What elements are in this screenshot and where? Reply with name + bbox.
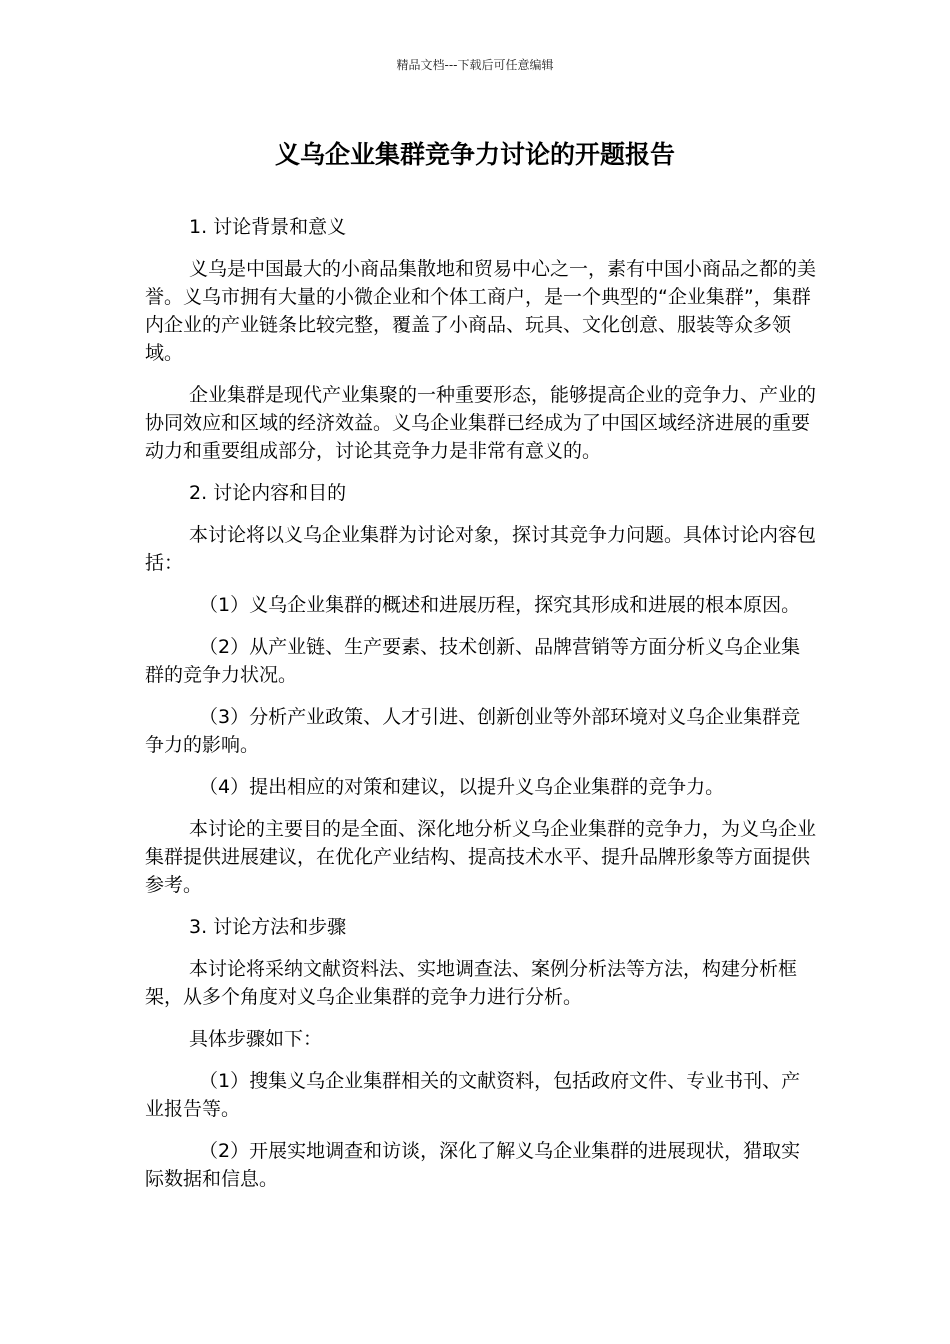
section-2-item-3: （3）分析产业政策、人才引进、创新创业等外部环境对义乌企业集群竞争力的影响。 [145,706,801,756]
section-1-paragraph-1: 义乌是中国最大的小商品集散地和贸易中心之一，素有中国小商品之都的美誉。义乌市拥有大量的小微企业和个体工商户，是一个典型的“企业集群”，集群内企业的产业链条比较完整，覆盖了小商品、玩具、文化创意、服装等众多领域。 [145,258,817,364]
document-title: 义乌企业集群竞争力讨论的开题报告 [274,140,675,169]
section-3-step-1: （1）搜集义乌企业集群相关的文献资料，包括政府文件、专业书刊、产业报告等。 [145,1070,801,1120]
section-heading-3: 3. 讨论方法和步骤 [189,916,347,938]
section-2-item-1: （1）义乌企业集群的概述和进展历程，探究其形成和进展的根本原因。 [199,594,801,616]
page-header-note: 精品文档---下载后可任意编辑 [396,58,554,72]
section-heading-1: 1. 讨论背景和意义 [189,216,347,238]
section-1-paragraph-2: 企业集群是现代产业集聚的一种重要形态，能够提高企业的竞争力、产业的协同效应和区域的经济效益。义乌企业集群已经成为了中国区域经济进展的重要动力和重要组成部分，讨论其竞争力是非常有意义的。 [145,384,817,462]
section-3-steps-intro: 具体步骤如下： [189,1028,323,1050]
section-2-item-2: （2）从产业链、生产要素、技术创新、品牌营销等方面分析义乌企业集群的竞争力状况。 [145,636,801,686]
section-2-item-4: （4）提出相应的对策和建议，以提升义乌企业集群的竞争力。 [199,776,725,798]
section-3-step-2: （2）开展实地调查和访谈，深化了解义乌企业集群的进展现状，猎取实际数据和信息。 [145,1140,801,1190]
section-3-intro: 本讨论将采纳文献资料法、实地调查法、案例分析法等方法，构建分析框架，从多个角度对义乌企业集群的竞争力进行分析。 [145,958,798,1008]
section-2-intro: 本讨论将以义乌企业集群为讨论对象，探讨其竞争力问题。具体讨论内容包括： [145,524,817,574]
section-heading-2: 2. 讨论内容和目的 [189,482,347,504]
section-2-conclusion: 本讨论的主要目的是全面、深化地分析义乌企业集群的竞争力，为义乌企业集群提供进展建议，在优化产业结构、提高技术水平、提升品牌形象等方面提供参考。 [145,818,817,896]
document-body [145,213,817,1207]
